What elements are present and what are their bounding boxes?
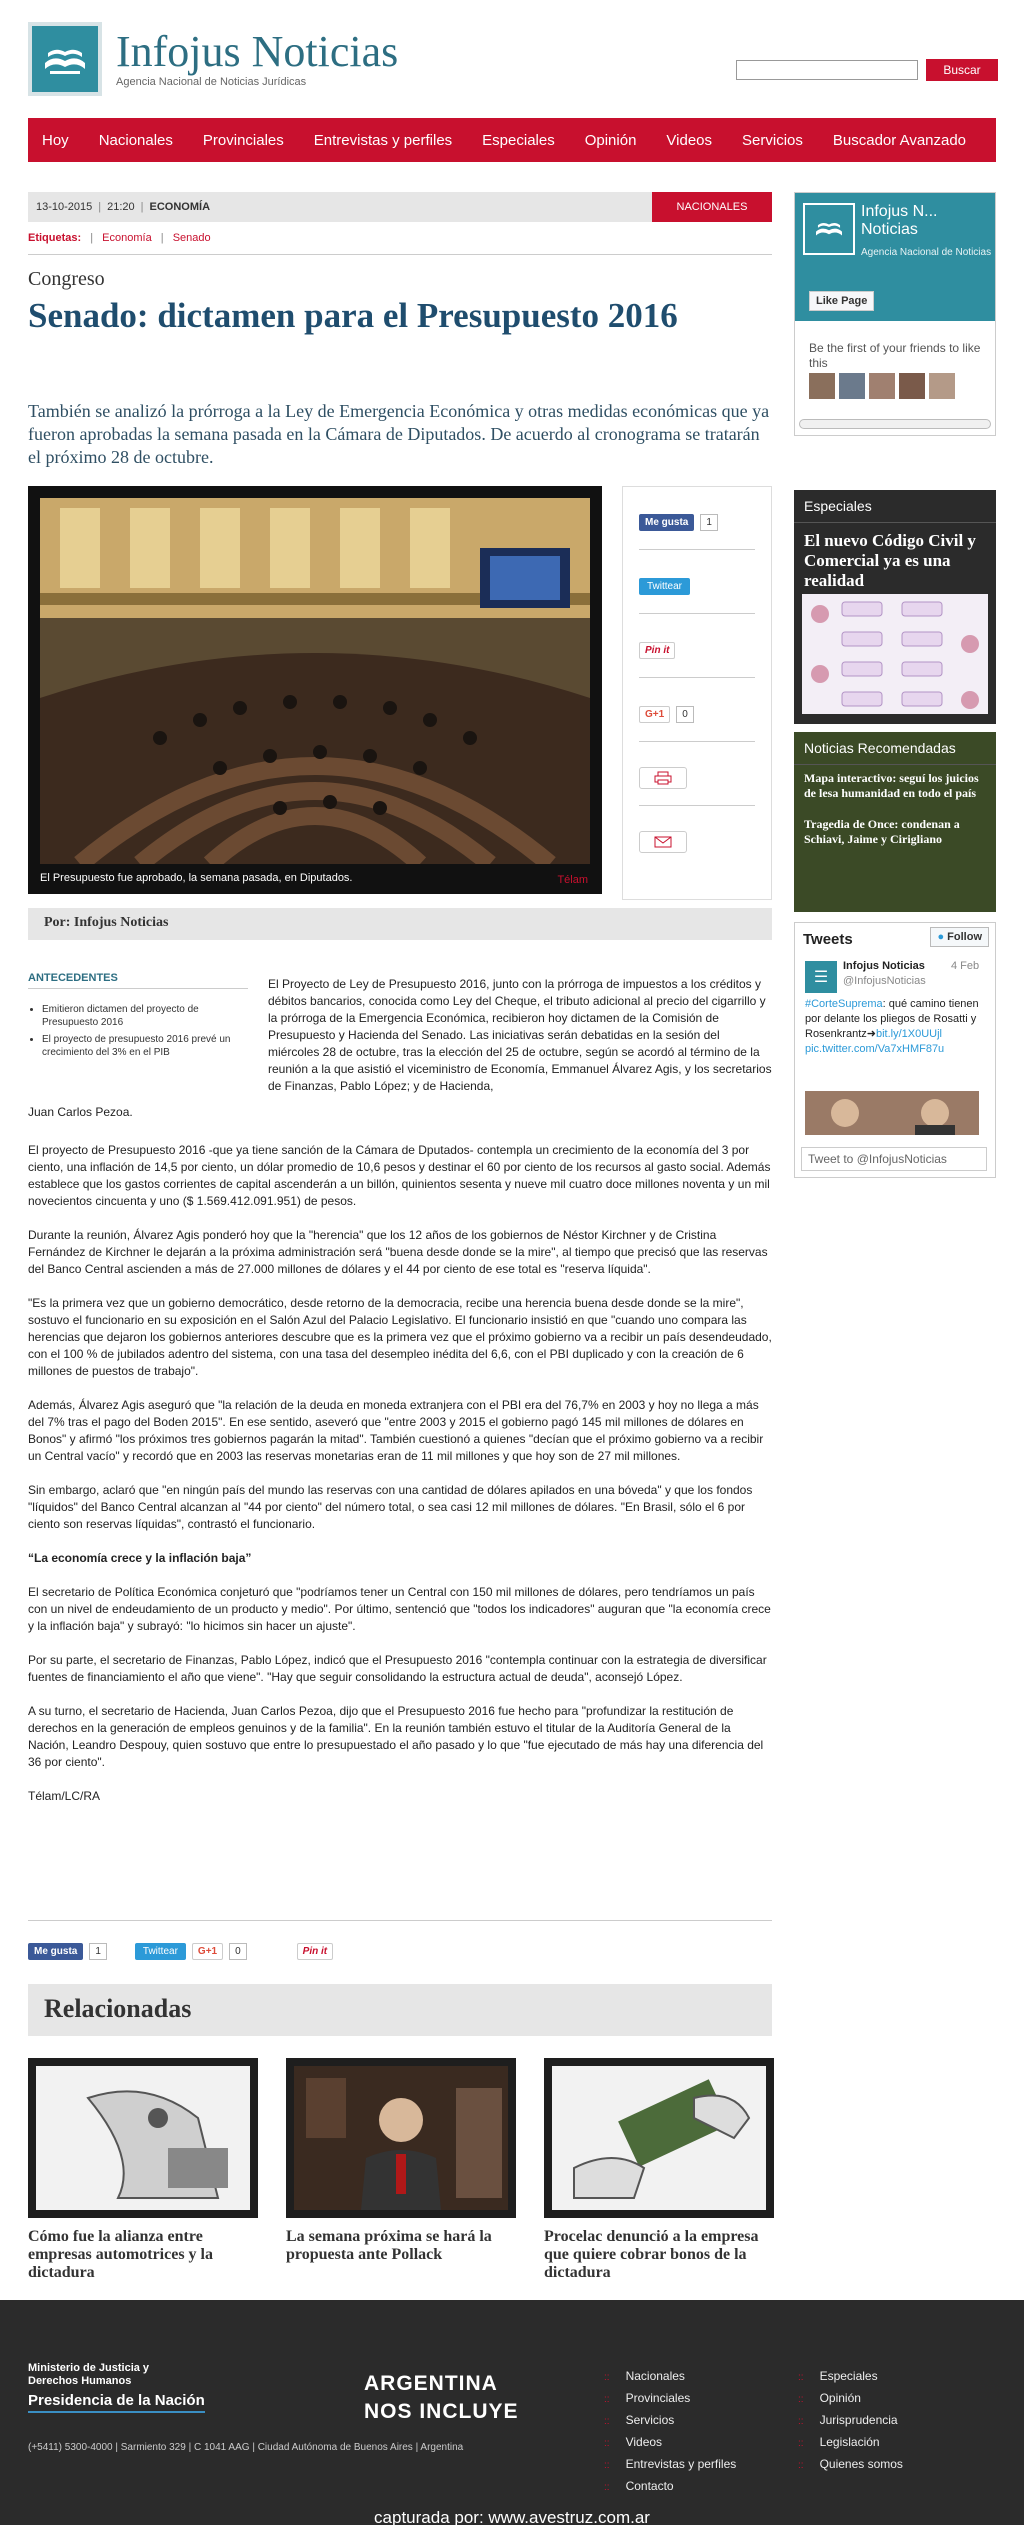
friend-faces xyxy=(809,373,955,399)
tweet-image[interactable] xyxy=(805,1091,979,1135)
article-meta-bar: 13-10-2015 | 21:20 | ECONOMÍA xyxy=(28,192,772,222)
article-date: 13-10-2015 xyxy=(36,201,93,213)
antecedentes-box xyxy=(28,972,248,1063)
footer-link[interactable]: :: Contacto xyxy=(604,2479,674,2493)
nav-item-provinciales[interactable]: Provinciales xyxy=(202,131,284,149)
footer-link[interactable]: :: Legislación xyxy=(798,2435,880,2449)
body-paragraph: El proyecto de Presupuesto 2016 -que ya tiene sanción de la Cámara de Dputados- contempla un crecimiento de la economía del 3 por ciento, una inflación de 14,5 por ciento, un dólar promedio de 10,6 pesos y destinar el 60 por ciento de los recursos al gasto social. Además establece que los gastos corrientes de capital ascenderán a un billón, quinientos sesenta y nueve mil cuatro doce millones noventa y un mil novecientos cincuenta y uno ($ 1.569.412.091.951) de pesos. xyxy=(28,1143,771,1208)
chamber-image xyxy=(40,498,590,864)
byline: Por: Infojus Noticias xyxy=(28,908,772,940)
page-avatar-icon[interactable] xyxy=(803,203,855,255)
tweet-text: #CorteSuprema: qué camino tienen por delante los pliegos de Rosatti y Rosenkrantz➜bit.ly/1X0UUjl pic.twitter.com/Va7xHMF87u xyxy=(805,998,979,1055)
pinterest-button[interactable]: Pin it xyxy=(639,642,675,659)
related-image[interactable] xyxy=(286,2058,516,2218)
tweet-handle: @InfojusNoticias xyxy=(843,975,926,987)
footer-link[interactable]: :: Nacionales xyxy=(604,2369,685,2383)
article-section[interactable]: ECONOMÍA xyxy=(149,201,211,213)
tweet-date[interactable]: 4 Feb xyxy=(951,960,980,972)
avatar[interactable] xyxy=(899,373,925,399)
article-body xyxy=(28,1142,772,1822)
facebook-like-count: 1 xyxy=(89,1943,107,1960)
related-image[interactable] xyxy=(544,2058,774,2218)
tweet-link[interactable]: pic.twitter.com/Va7xHMF87u xyxy=(805,1043,945,1055)
related-title[interactable]: Cómo fue la alianza entre empresas automotrices y la dictadura xyxy=(28,2228,213,2281)
tag-link[interactable]: Economía xyxy=(102,232,152,244)
body-paragraph: El secretario de Política Económica conjeturó que "podríamos tener un Central con 150 mil millones de dólares, pero tendríamos un país con un nivel de endeudamiento de un producto y medio". Por último, sentenció que "todos los indicadores" auguran que "la economía crece y la inflación baja" y subrayó: "lo hicimos sin hacer un ajuste". xyxy=(28,1585,771,1633)
capture-credit: capturada por: www.avestruz.com.ar xyxy=(374,2508,650,2525)
footer-link[interactable]: :: Entrevistas y perfiles xyxy=(604,2457,737,2471)
antecedentes-title: ANTECEDENTES xyxy=(28,972,248,989)
avatar[interactable] xyxy=(869,373,895,399)
nav-item-especiales[interactable]: Especiales xyxy=(482,131,555,149)
tags-label: Etiquetas: xyxy=(28,232,82,244)
body-paragraph: Por su parte, el secretario de Finanzas, Pablo López, indicó que el Presupuesto 2016 "contempla continuar con la estrategia de diversificar fuentes de financiamiento el año que viene". "Hay que seguir consolidando la estructura actual de deuda", aconsejó López. xyxy=(28,1653,767,1684)
especiales-image[interactable] xyxy=(802,594,988,714)
facebook-page-name[interactable]: Infojus N... Noticias xyxy=(861,203,938,238)
body-paragraph: Además, Álvarez Agis aseguró que "la relación de la deuda en moneda extranjera con el PBI era del 76,7% en 2003 y hoy no llega a más del 7% tras el pago del Boden 2015". En ese sentido, aseveró que "entre 2003 y 2015 el gobierno pagó 145 mil millones de dólares en Bonos" y afirmó "los próximos tres gobiernos pagarán la mitad". También cuestionó a quienes "decían que el próximo gobierno va a recibir un Central vacío" y recordó que en 2003 las reservas monetarias eran de 11 mil millones y que hoy son de 27 mil millones. xyxy=(28,1398,764,1463)
recomendada-link[interactable]: Tragedia de Once: condenan a Schiavi, Jaime y Cirigliano xyxy=(804,817,960,846)
body-signature: Télam/LC/RA xyxy=(28,1789,101,1803)
category-button[interactable]: NACIONALES xyxy=(652,192,772,222)
google-plus-count: 0 xyxy=(676,706,694,723)
facebook-like-page-button[interactable]: Like Page xyxy=(809,291,874,311)
mail-icon[interactable] xyxy=(639,831,687,853)
footer-link[interactable]: :: Provinciales xyxy=(604,2391,691,2405)
recomendadas-title: Noticias Recomendadas xyxy=(794,732,996,765)
antecedente-link[interactable]: • Emitieron dictamen del proyecto de Presupuesto 2016 xyxy=(42,1003,248,1029)
facebook-like-button[interactable]: Me gusta xyxy=(28,1943,83,1960)
logo-subtitle: Agencia Nacional de Noticias Jurídicas xyxy=(116,76,307,88)
footer-address: (+5411) 5300-4000 | Sarmiento 329 | C 1041 AAG | Ciudad Autónoma de Buenos Aires | Argentina xyxy=(28,2442,464,2453)
recomendada-link[interactable]: Mapa interactivo: seguí los juicios de lesa humanidad en todo el país xyxy=(804,771,979,800)
avatar[interactable] xyxy=(809,373,835,399)
tweet-card[interactable] xyxy=(801,957,981,1137)
footer xyxy=(0,2300,1024,2525)
nav-item-entrevistas[interactable]: Entrevistas y perfiles xyxy=(313,131,453,149)
especiales-title: Especiales xyxy=(794,490,996,523)
tweet-author[interactable]: Infojus Noticias xyxy=(843,960,925,972)
facebook-like-button[interactable]: Me gusta xyxy=(639,514,694,531)
nav-item-hoy[interactable]: Hoy xyxy=(42,131,69,149)
body-paragraph: A su turno, el secretario de Hacienda, Juan Carlos Pezoa, dijo que el Presupuesto 2016 fue hecho para "profundizar la restitución de derechos en la generación de empleos genuinos y de la familia". En la reunión también estuvo el titular de la Auditoría General de la Nación, Leandro Despouy, quien sostuvo que entre lo presupuestado el año pasado y lo que "fue ejecutado de más hay una diferencia del 36 por ciento". xyxy=(28,1704,764,1769)
nav-item-videos[interactable]: Videos xyxy=(666,131,713,149)
article-photo[interactable] xyxy=(28,486,602,894)
related-title[interactable]: Procelac denunció a la empresa que quiere cobrar bonos de la dictadura xyxy=(544,2228,759,2281)
bottom-share-bar xyxy=(28,1940,772,1962)
related-image[interactable] xyxy=(28,2058,258,2218)
avatar[interactable] xyxy=(839,373,865,399)
photo-caption: El Presupuesto fue aprobado, la semana pasada, en Diputados. xyxy=(40,872,353,884)
intro-tail: Juan Carlos Pezoa. xyxy=(28,1105,133,1119)
search-button[interactable]: Buscar xyxy=(926,59,998,81)
footer-presidencia[interactable]: Presidencia de la Nación xyxy=(28,2392,205,2413)
especiales-headline[interactable]: El nuevo Código Civil y Comercial ya es una realidad xyxy=(804,531,976,590)
article-lead: También se analizó la prórroga a la Ley de Emergencia Económica y otras medidas económicas que ya fueron aprobadas la semana pasada en la Cámara de Diputados. De acuerdo al cronograma se tratarán el próximo 28 de octubre. xyxy=(28,401,770,467)
logo-title: Infojus Noticias xyxy=(116,27,399,76)
especiales-box xyxy=(794,490,996,724)
google-plus-button[interactable]: G+1 xyxy=(639,706,670,723)
footer-ministerio[interactable]: Ministerio de Justicia y Derechos Humanos xyxy=(28,2362,150,2387)
footer-links-2 xyxy=(798,2366,903,2476)
tweet-link[interactable]: bit.ly/1X0UUjl xyxy=(875,1028,942,1040)
nav-item-buscador[interactable]: Buscador Avanzado xyxy=(832,131,967,149)
book-logo-icon xyxy=(28,22,102,96)
twitter-widget xyxy=(794,922,996,1178)
twitter-share-button[interactable]: Twittear xyxy=(639,578,690,595)
article-kicker: Congreso xyxy=(28,268,105,290)
body-subheading: “La economía crece y la inflación baja” xyxy=(28,1551,252,1565)
antecedente-link[interactable]: • El proyecto de presupuesto 2016 prevé un crecimiento del 3% en el PIB xyxy=(42,1033,248,1059)
related-title[interactable]: La semana próxima se hará la propuesta ante Pollack xyxy=(286,2228,492,2263)
footer-link[interactable]: :: Especiales xyxy=(798,2369,878,2383)
google-plus-button[interactable]: G+1 xyxy=(192,1943,223,1960)
pinterest-button[interactable]: Pin it xyxy=(297,1943,333,1960)
footer-link[interactable]: :: Videos xyxy=(604,2435,663,2449)
divider xyxy=(28,1920,772,1921)
facebook-page-widget xyxy=(794,192,996,436)
search-input[interactable] xyxy=(736,60,918,80)
article-headline: Senado: dictamen para el Presupuesto 2016 xyxy=(28,296,678,335)
footer-link[interactable]: :: Quienes somos xyxy=(798,2457,903,2471)
facebook-like-count: 1 xyxy=(700,514,718,531)
site-logo[interactable] xyxy=(28,22,398,96)
body-paragraph: "Es la primera vez que un gobierno democrático, desde retorno de la democracia, recibe una herencia buena desde donde se la mire", sostuvo el funcionario en su exposición en el Salón Azul del Palacio Legislativo. El funcionario insistió en que "cuando uno compara las herencias que dejaron los gobiernos anteriores descubre que es la primera vez que el próximo gobierno va a recibir un país desendeudado, con el 100 % de jubilados adentro del sistema, con una tasa del desempleo inédita del 6,6, con el PBI duplicado y con la creación de 6 millones de puestos de trabajo". xyxy=(28,1296,772,1378)
recomendadas-box xyxy=(794,732,996,912)
footer-links-1 xyxy=(604,2366,736,2498)
nav-item-opinion[interactable]: Opinión xyxy=(584,131,637,149)
article-time: 21:20 xyxy=(107,201,135,213)
nav-item-nacionales[interactable]: Nacionales xyxy=(98,131,173,149)
related-header: Relacionadas xyxy=(28,1984,772,2036)
twitter-share-button[interactable]: Twittear xyxy=(135,1943,186,1960)
tweet-avatar[interactable]: ☰ xyxy=(805,961,837,993)
facebook-page-sub: Agencia Nacional de Noticias xyxy=(861,247,992,258)
facebook-like-text: Be the first of your friends to like this xyxy=(809,341,981,370)
tweet-to-input[interactable]: Tweet to @InfojusNoticias xyxy=(801,1147,987,1171)
share-column xyxy=(622,486,772,900)
tag-link[interactable]: Senado xyxy=(172,232,211,244)
horizontal-scrollbar[interactable] xyxy=(799,419,991,429)
tags-row: Etiquetas: | Economía | Senado xyxy=(28,232,211,244)
photo-credit: Télam xyxy=(557,874,588,886)
footer-link[interactable]: :: Opinión xyxy=(798,2391,861,2405)
twitter-follow-button[interactable]: ● Follow xyxy=(930,927,989,947)
main-nav xyxy=(28,118,996,162)
divider xyxy=(28,254,772,255)
avatar[interactable] xyxy=(929,373,955,399)
body-paragraph: Durante la reunión, Álvarez Agis ponderó hoy que la "herencia" que los 12 años de los gobiernos de Néstor Kirchner y de Cristina Fernández de Kirchner le dejarán a la próxima administración será "buena desde donde se la mire", al tiempo que precisó que las reservas del Banco Central ascienden a más de 27.000 millones de dólares y el 44 por ciento de ese total es "reserva líquida". xyxy=(28,1228,768,1276)
tweets-title: Tweets xyxy=(803,931,853,948)
argentina-logo: ARGENTINA NOS INCLUYE xyxy=(364,2372,519,2423)
google-plus-count: 0 xyxy=(229,1943,247,1960)
twitter-bird-icon: ● xyxy=(937,931,945,943)
footer-link[interactable]: :: Jurisprudencia xyxy=(798,2413,898,2427)
nav-item-servicios[interactable]: Servicios xyxy=(742,131,803,149)
tweet-hashtag[interactable]: #CorteSuprema xyxy=(805,998,883,1010)
footer-link[interactable]: :: Servicios xyxy=(604,2413,675,2427)
intro-paragraph: El Proyecto de Ley de Presupuesto 2016, junto con la prórroga de impuestos a los créditos y débitos bancarios, conocida como Ley del Cheque, el tributo adicional al precio del cigarrillo y la prórroga de la Emergencia Económica, recibieron hoy dictamen de la Comisión de Presupuesto y Hacienda del Senado. Las iniciativas serán debatidas en la sesión del miércoles 28 de octubre, tras la elección del 25 de octubre, según se acordó al término de la reunión a la que asistió el viceministro de Economía, Emmanuel Álvarez Agis, y los secretarios de Finanzas, Pablo López; y de Hacienda, xyxy=(268,977,772,1093)
print-icon[interactable] xyxy=(639,767,687,789)
body-paragraph: Sin embargo, aclaró que "en ningún país del mundo las reservas con una cantidad de dólares apilados en una bóveda" y que los fondos "líquidos" del Banco Central alcanzan al "44 por ciento" del número total, o sea casi 12 mil millones de dólares. "En Brasil, sólo el 6 por ciento son reservas líquidas", contrastó el funcionario. xyxy=(28,1483,753,1531)
